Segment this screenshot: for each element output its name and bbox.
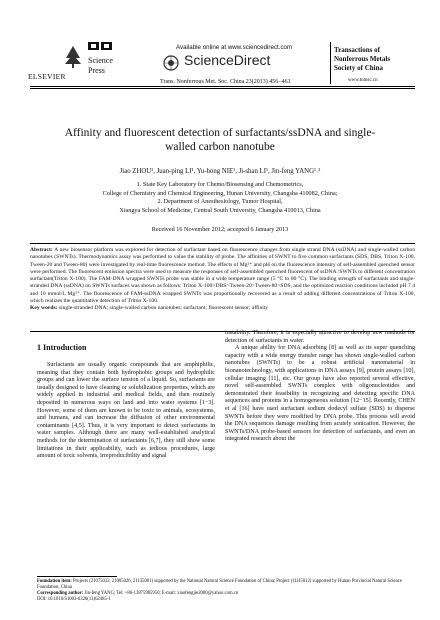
section-heading: 1 Introduction	[37, 343, 87, 352]
imprint-line2: Press	[88, 66, 105, 75]
footnotes	[37, 579, 417, 603]
paragraph: Surfactants are usually organic compounds that are amphiphilic, meaning that they contain both hydrophobic groups and hydrophilic groups and can lower the surface tension of a liquid. So, surfactants are usually designed to have cleaning or solubilization properties, which are widely applied in industrial and medical fields, and then routinely deposited in numerous ways on land and into water systems [1−3]. However, some of them are known to be toxic to animals, ecosystems, and humans, and can increase the diffusion of other environmental contaminants [4,5]. Thus, it is very important to detect surfactants in water samples. Although there are many well-established analytical methods for the determination of surfactants [6,7], they still show some limitations in their applicability, such as tedious procedures, large amount of toxic solvents, irreproducibility and signal	[37, 362, 215, 460]
elsevier-tree-logo-icon	[62, 44, 84, 68]
imprint-line1: Science	[88, 56, 113, 65]
platform-name: ScienceDirect	[184, 52, 271, 68]
received-dates: Received 16 November 2012; accepted 6 January 2013	[151, 226, 289, 233]
science-press-logo-icon	[88, 42, 114, 50]
foundation-text: Projects (21075032, 21005026, 21135001) supported by the National Natural Science Foundation of China; Project (11JJ5012) supported by Hunan Provincial Natural Science Foundation, China	[37, 579, 402, 590]
doi[interactable]: DOI: 10.1016/S1003-6326(13)62485-1	[37, 597, 111, 602]
footnote-rule	[37, 576, 117, 577]
journal-citation: Trans. Nonferrous Met. Soc. China 23(2013) 456−461	[160, 79, 291, 85]
sciencedirect-logo-icon	[162, 54, 180, 72]
abstract-label: Abstract:	[30, 247, 53, 253]
publisher-name: ELSEVIER	[28, 72, 66, 81]
abstract-block	[30, 247, 415, 313]
availability-line: Available online at www.sciencedirect.com	[176, 44, 293, 51]
affiliations	[40, 181, 400, 215]
abstract-rule-top	[30, 243, 415, 244]
affiliation-line: Xiangya School of Medicine, Central South University, Changsha 410013, China	[119, 206, 321, 214]
corresponding-text: Jin-feng YANG; Tel: +86-13875985950; E-mail: xiaofengjie2000@yahoo.com.cn	[84, 591, 239, 596]
paragraph: A unique ability for DNA adsorbing [8] as well as its super quenching capacity with a wide energy transfer range has shown single-walled carbon nanotubes (SWNTs) to be a robust artificial nanomaterial in bionanotechnology, with applications in DNA assays [9], protein assays [10], cellular imaging [11], etc. Our group have also reported several effective, novel self-assembled SWNTs complex with oligonucleotides and demonstrated their feasibility in recognizing and detecting specific DNA sequences and proteins in a homogeneous solution [12−15]. Recently, CHEN et al [16] have used surfactant sodium dodecyl sulfate (SDS) to disperse SWNTs before they were modified by DNA probe. This process will avoid the DNA sequences damage resulting from acutely sonication. However, the SWNTs/DNA probe-based sensors for detection of surfactants, and even an integrated research about the	[225, 345, 415, 443]
header-rule-thin	[30, 88, 415, 89]
left-column	[37, 362, 215, 461]
affiliation-line: 2. Department of Anesthesiology, Tumor Hospital,	[157, 198, 283, 206]
journal-url[interactable]: www.tnmsc.cn	[348, 78, 378, 83]
paragraph: instability. Therefore, it is especially attractive to develop new methods for detection of surfactants in water.	[225, 330, 415, 344]
foundation-note	[37, 579, 417, 591]
affiliation-line: College of Chemistry and Chemical Engineering, Hunan University, Changsha 410082, China;	[102, 189, 338, 197]
article-title: Affinity and fluorescent detection of surfactants/ssDNA and single-walled carbon nanotube	[64, 127, 376, 153]
keywords-text: single-stranded DNA; single-walled carbon nanotubes; surfactant; fluorescent sensor; affinity	[58, 305, 269, 312]
journal-name: Transactions of Nonferrous Metals Society of China	[334, 46, 391, 72]
abstract-text: A new biosensor platform was explored for detection of surfactant based on fluorescence changes from single strand DNA (ssDNA) and single-walled carbon nanotubes (SWNTs). Thermodynamics assay was performed to value the stability of probe. The affinities of SWNT to five common surfactants (SDS, DBS, Triton X-100, Tween-20 and Tween-80) were investigated by real-time fluorescence method. The effects of Mg²⁺ and pH on the fluorescence intensity of self-assembled quenched sensor were performed. The fluorescent emission spectra were used to measure the responses of self-assembled quenched fluorescent of ssDNA /SWNTs to different concentration surfactant(Triton X-100). The FAM-DNA wrapped SWNTs probe was stable in a wide temperature range (5 °C to 80 °C). The binding strength of surfactants and single-stranded DNA (ssDNA) on SWNTs surfaces was shown as follows: Triton X-100>DBS>Tween-20>Tween-80>SDS, and the optimized reaction conditions included pH 7.4 and 10 mmol/L Mg²⁺. The fluorescence of FAM-ssDNA wrapped SWNTs was proportionally recovered as a result of adding different concentrations of Triton X-100, which realizes the quantitative detection of Triton X-100.	[30, 247, 416, 305]
author-list: Jiao ZHOU¹, Juan-ping LI¹, Yu-hong NIE¹, Ji-shan LI¹, Jin-feng YANG¹˒²	[119, 168, 321, 175]
right-column	[225, 330, 415, 444]
corresponding-label: Corresponding author:	[37, 591, 84, 596]
keywords-label: Key words:	[30, 305, 58, 312]
header-rule	[30, 86, 415, 87]
foundation-label: Foundation item:	[37, 579, 72, 584]
affiliation-line: 1. State Key Laboratory for Chemo/Biosensing and Chemometrics,	[136, 181, 304, 188]
